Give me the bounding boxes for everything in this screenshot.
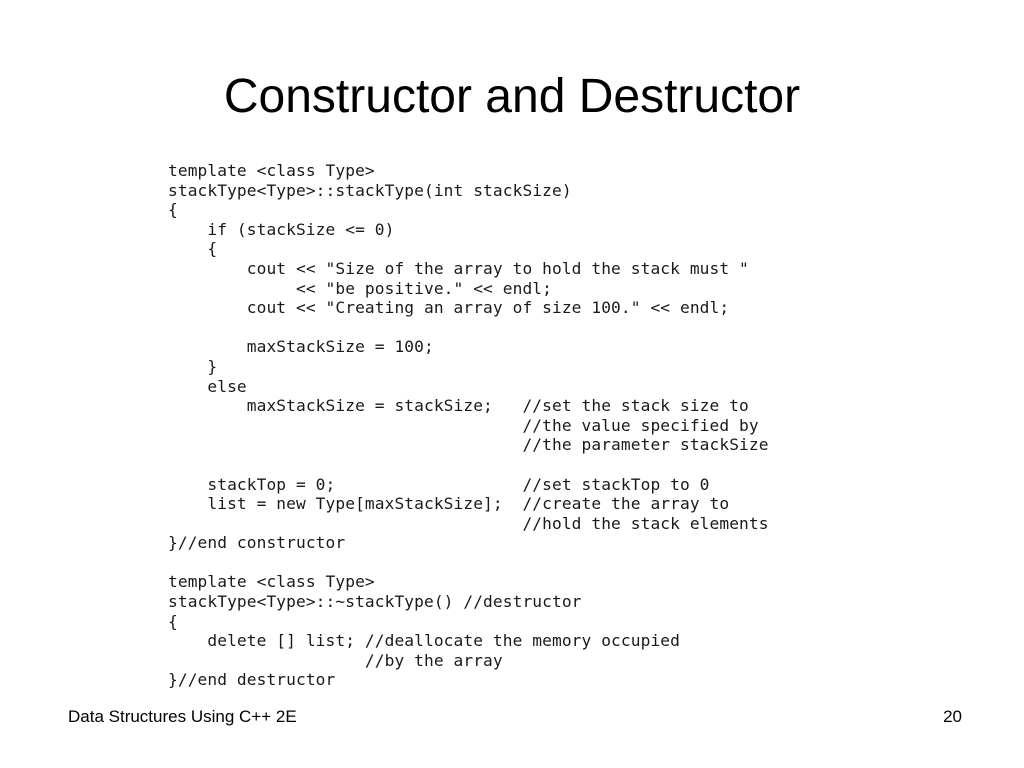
code-line: //by the array bbox=[168, 650, 503, 670]
code-line: << "be positive." << endl; bbox=[168, 278, 552, 298]
code-line bbox=[168, 318, 769, 338]
code-line: { bbox=[168, 200, 178, 220]
slide-title: Constructor and Destructor bbox=[223, 70, 801, 123]
code-line bbox=[168, 455, 769, 475]
code-line: stackType<Type>::stackType(int stackSize) bbox=[168, 180, 572, 200]
code-line: maxStackSize = 100; bbox=[168, 337, 434, 357]
code-line: cout << "Size of the array to hold the stack must " bbox=[168, 258, 749, 278]
code-line: stackTop = 0; //set stackTop to 0 bbox=[168, 474, 710, 494]
code-line: maxStackSize = stackSize; //set the stack size to bbox=[168, 396, 749, 416]
code-line: stackType<Type>::~stackType() //destructor bbox=[168, 592, 582, 612]
code-line: if (stackSize <= 0) bbox=[168, 219, 395, 239]
code-line: }//end destructor bbox=[168, 670, 336, 690]
code-line: //the value specified by bbox=[168, 415, 759, 435]
footer-course-title: Data Structures Using C++ 2E bbox=[68, 707, 297, 726]
footer-page-number: 20 bbox=[943, 707, 962, 726]
code-line: }//end constructor bbox=[168, 533, 346, 553]
code-line: else bbox=[168, 376, 247, 396]
code-line: list = new Type[maxStackSize]; //create the array to bbox=[168, 494, 730, 514]
code-line: { bbox=[168, 239, 218, 259]
code-line: delete [] list; //deallocate the memory occupied bbox=[168, 631, 680, 651]
code-line: //the parameter stackSize bbox=[168, 435, 769, 455]
code-line bbox=[168, 553, 769, 573]
code-line: } bbox=[168, 356, 218, 376]
code-line: template <class Type> bbox=[168, 572, 375, 592]
code-line: { bbox=[168, 611, 178, 631]
code-block bbox=[168, 161, 769, 690]
code-line: cout << "Creating an array of size 100." << endl; bbox=[168, 298, 730, 318]
code-line: //hold the stack elements bbox=[168, 513, 769, 533]
code-line: template <class Type> bbox=[168, 161, 375, 180]
